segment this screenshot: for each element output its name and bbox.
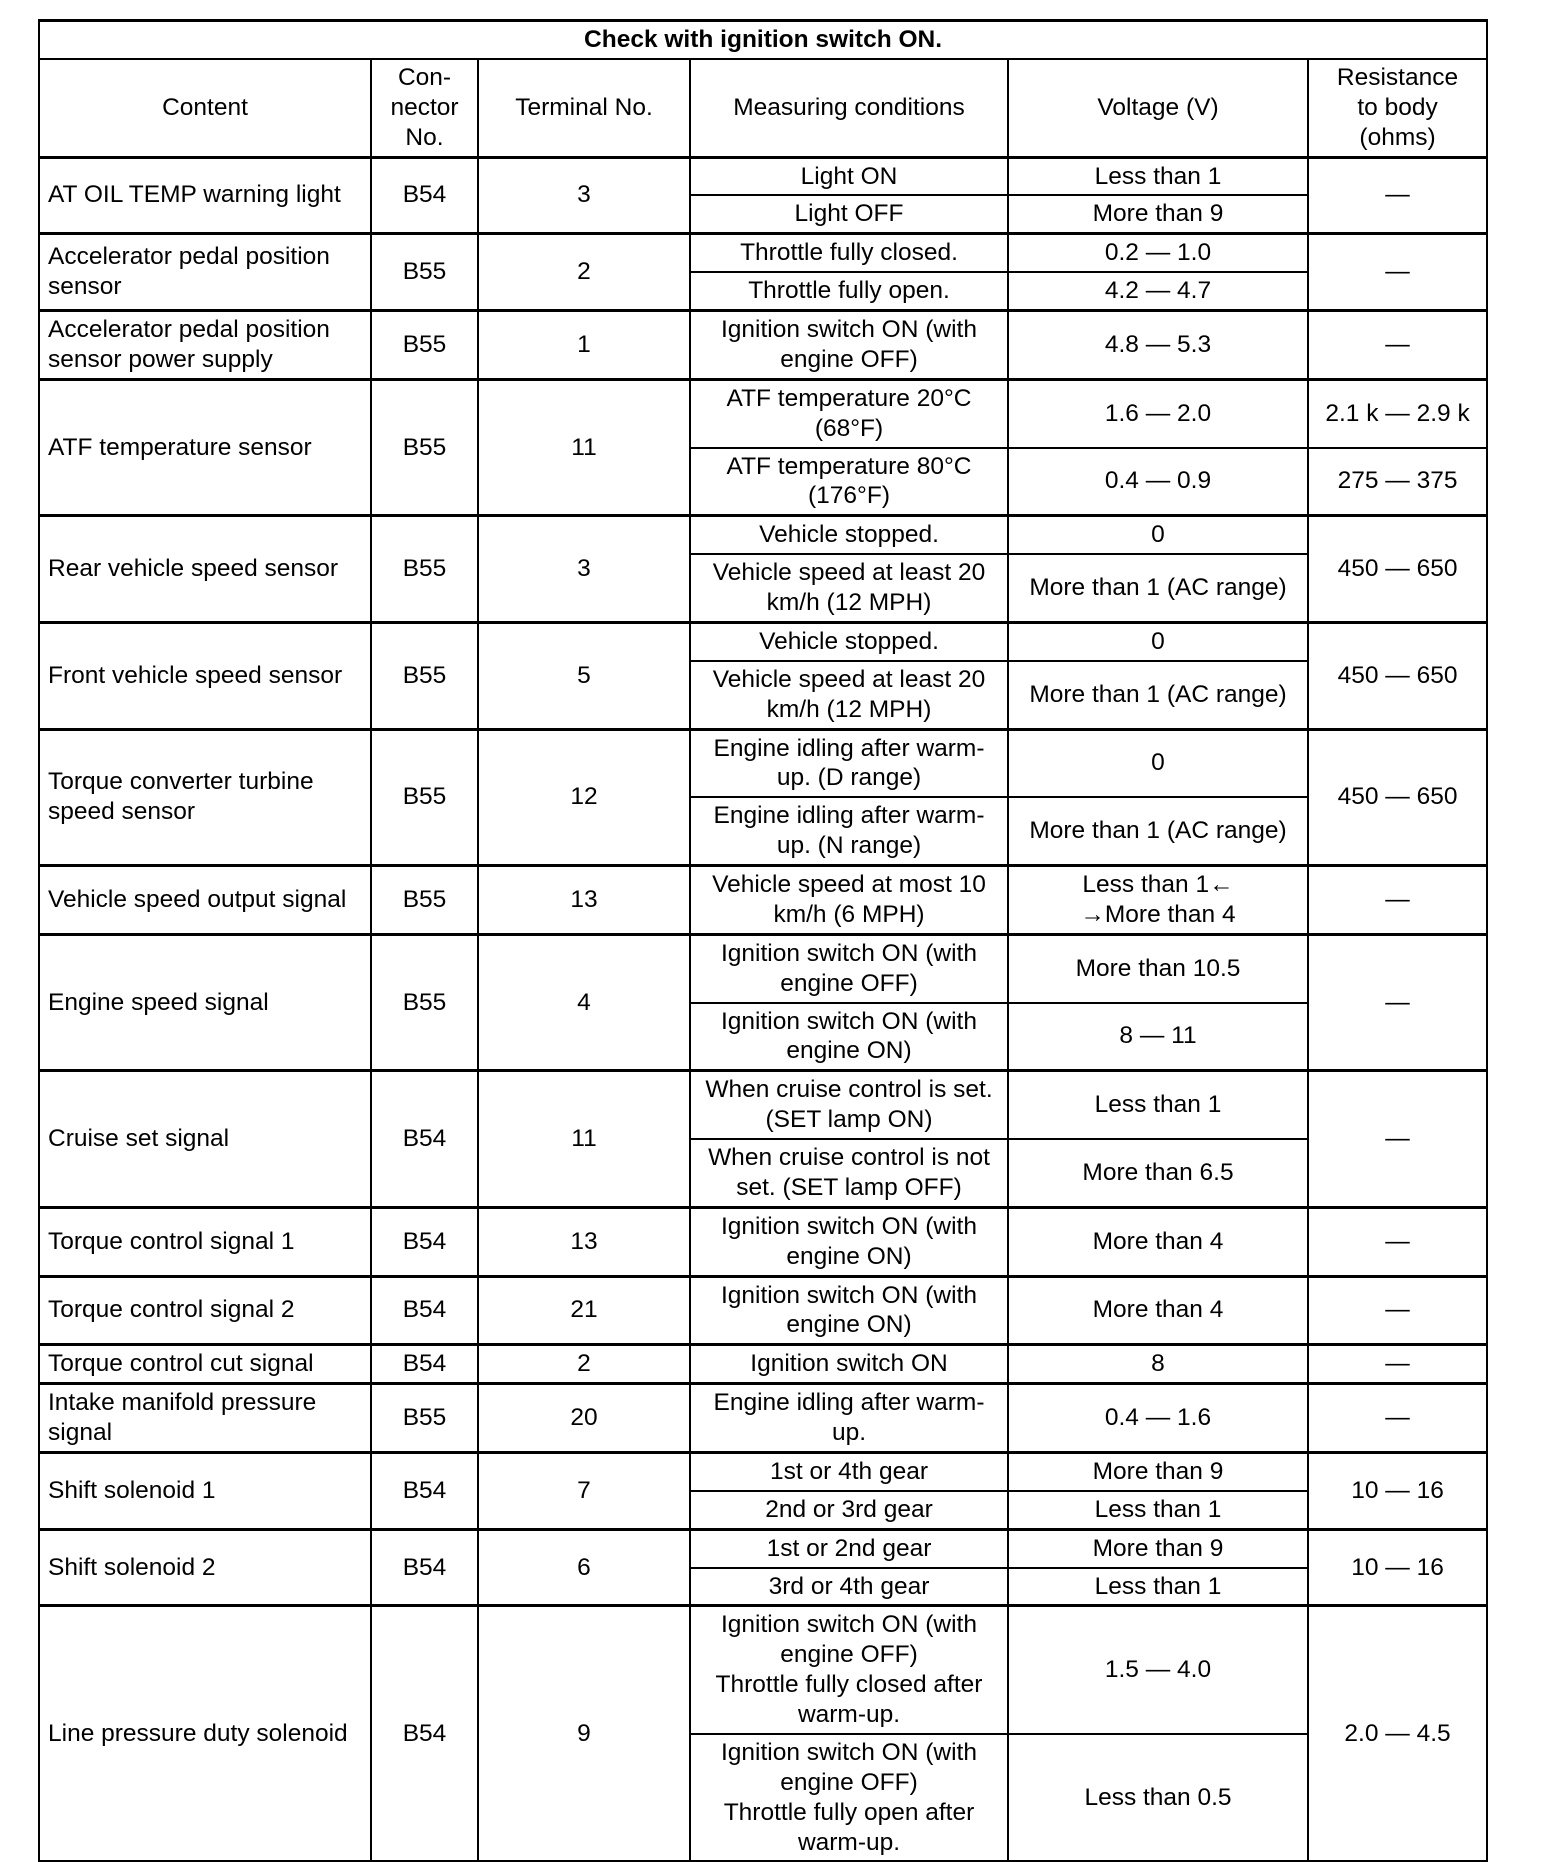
connector-cell-text: B55 [402,433,447,461]
connector-cell-text: B54 [402,1350,447,1378]
connector-cell [371,866,478,935]
content-cell-text: Torque control cut signal [48,1350,314,1378]
condition-cell [690,311,1008,380]
terminal-cell [478,1345,690,1384]
connector-cell-text: B54 [402,1227,447,1255]
resistance-cell-text: — [1385,885,1410,913]
content-cell-text: Intake manifold pressure signal [48,1389,317,1446]
voltage-cell-text: 0.4 — 1.6 [1104,1404,1212,1432]
content-cell [39,311,371,380]
condition-cell-text: Ignition switch ON (with engine OFF) [721,316,977,373]
content-cell [39,379,371,516]
condition-cell-text: Ignition switch ON (with engine ON) [721,1007,977,1065]
terminal-cell [478,234,690,311]
condition-cell-text: Vehicle stopped. [759,627,939,655]
connector-cell [371,1452,478,1529]
table-row [39,729,1487,797]
terminal-cell-text: 3 [577,181,591,209]
resistance-cell-text: — [1385,181,1410,209]
table-row [39,1207,1487,1276]
resistance-cell-text: 10 — 16 [1351,1553,1444,1581]
table-row [39,1529,1487,1567]
resistance-cell [1308,1207,1487,1276]
condition-cell-text: 2nd or 3rd gear [765,1495,933,1523]
voltage-cell-text: 0.2 — 1.0 [1104,239,1212,267]
voltage-cell [1008,1606,1308,1734]
resistance-cell-text: 10 — 16 [1351,1476,1444,1504]
resistance-cell [1308,516,1487,623]
header-voltage-label: Voltage (V) [1097,93,1219,121]
voltage-cell-text: Less than 1 [1094,1572,1222,1600]
condition-cell [690,1003,1008,1071]
resistance-cell [1308,1071,1487,1208]
connector-cell [371,516,478,623]
condition-cell [690,934,1008,1002]
connector-cell-text: B55 [402,1404,447,1432]
content-cell [39,934,371,1071]
resistance-cell [1308,1452,1487,1529]
table-row [39,379,1487,447]
voltage-cell [1008,661,1308,729]
header-content-label: Content [162,93,248,121]
voltage-cell [1008,1276,1308,1345]
resistance-cell [1308,622,1487,729]
condition-cell [690,516,1008,554]
resistance-cell-text: — [1385,330,1410,358]
condition-cell [690,1345,1008,1384]
terminal-cell-text: 13 [570,1227,598,1255]
table-row [39,622,1487,660]
condition-cell [690,866,1008,935]
voltage-cell [1008,272,1308,310]
connector-cell [371,934,478,1071]
voltage-cell [1008,1491,1308,1529]
condition-cell-text: Vehicle speed at least 20 km/h (12 MPH) [712,665,986,723]
resistance-cell-text: 450 — 650 [1337,661,1458,689]
voltage-cell-text: More than 9 [1092,200,1224,228]
terminal-cell [478,516,690,623]
connector-cell-text: B54 [402,1476,447,1504]
condition-cell-text: Vehicle speed at most 10 km/h (6 MPH) [712,871,986,928]
voltage-cell-text: More than 4 [1092,1296,1224,1324]
resistance-cell [1308,1529,1487,1606]
condition-cell [690,1606,1008,1734]
content-cell [39,1529,371,1606]
voltage-cell-text: Less than 0.5 [1084,1783,1232,1811]
header-conditions [690,59,1008,157]
condition-cell [690,1071,1008,1139]
content-cell-text: Accelerator pedal position sensor power supply [48,316,330,373]
content-cell [39,234,371,311]
terminal-cell-text: 3 [577,555,591,583]
connector-cell-text: B54 [402,1296,447,1324]
header-terminal [478,59,690,157]
condition-cell [690,661,1008,729]
terminal-cell [478,622,690,729]
content-cell [39,157,371,234]
connector-cell-text: B55 [402,783,447,811]
table-row [39,311,1487,380]
condition-cell-text: Light ON [800,162,898,190]
condition-cell [690,797,1008,865]
table-row [39,934,1487,1002]
terminal-cell [478,1276,690,1345]
condition-cell [690,379,1008,447]
connector-cell [371,234,478,311]
content-cell [39,516,371,623]
header-resistance [1308,59,1487,157]
condition-cell [690,1452,1008,1490]
voltage-cell-text: 8 [1151,1350,1165,1378]
voltage-cell [1008,1384,1308,1453]
voltage-cell [1008,1207,1308,1276]
condition-cell-text: When cruise control is set. (SET lamp ON) [705,1076,993,1134]
connector-cell-text: B54 [402,1553,447,1581]
voltage-cell [1008,311,1308,380]
content-cell [39,729,371,866]
voltage-cell-text: 4.8 — 5.3 [1104,330,1212,358]
voltage-cell-text: Less than 1 [1094,1495,1222,1523]
voltage-cell-text: Less than 1 [1094,1091,1222,1119]
voltage-cell-text: More than 9 [1092,1457,1224,1485]
connector-cell [371,622,478,729]
voltage-cell [1008,379,1308,447]
terminal-cell [478,1071,690,1208]
content-cell [39,1606,371,1862]
voltage-cell-text: 1.5 — 4.0 [1104,1656,1212,1684]
terminal-cell-text: 11 [571,1125,597,1153]
content-cell-text: Engine speed signal [48,988,269,1016]
terminal-cell [478,1207,690,1276]
condition-cell [690,272,1008,310]
table-row [39,1345,1487,1384]
voltage-cell [1008,1345,1308,1384]
connector-cell-text: B55 [402,885,447,913]
resistance-cell-text: 450 — 650 [1337,783,1458,811]
voltage-cell-text: 0 [1151,521,1165,549]
condition-cell-text: Ignition switch ON [750,1350,948,1378]
connector-cell [371,1529,478,1606]
voltage-cell-text: 1.6 — 2.0 [1104,399,1212,427]
resistance-cell [1308,157,1487,234]
condition-cell-text: ATF temperature 80°C (176°F) [726,452,972,510]
header-connector [371,59,478,157]
terminal-cell [478,934,690,1071]
condition-cell-text: 1st or 4th gear [770,1457,928,1485]
content-cell [39,1276,371,1345]
resistance-cell [1308,934,1487,1071]
content-cell-text: Rear vehicle speed sensor [48,555,339,583]
terminal-cell-text: 4 [577,988,591,1016]
resistance-cell [1308,1345,1487,1384]
condition-cell-text: Ignition switch ON (with engine ON) [721,1212,977,1270]
connector-cell [371,1384,478,1453]
content-cell-text: Accelerator pedal position sensor [48,243,330,301]
terminal-cell-text: 12 [570,783,598,811]
terminal-cell [478,866,690,935]
condition-cell-text: Light OFF [794,200,904,228]
resistance-cell-text: — [1385,1227,1410,1255]
voltage-cell-text: More than 1 (AC range) [1029,574,1287,602]
voltage-cell-text: 4.2 — 4.7 [1104,277,1212,305]
resistance-cell-text: — [1385,988,1410,1016]
connector-cell [371,729,478,866]
table-title: Check with ignition switch ON. [39,21,1487,59]
voltage-cell [1008,448,1308,516]
content-cell [39,1345,371,1384]
content-cell-text: Torque converter turbine speed sensor [48,768,314,826]
table-row [39,1384,1487,1453]
terminal-cell [478,1606,690,1862]
content-cell-text: AT OIL TEMP warning light [48,181,341,209]
voltage-cell [1008,195,1308,233]
resistance-cell [1308,1384,1487,1453]
condition-cell [690,554,1008,622]
terminal-cell-text: 2 [577,258,591,286]
voltage-cell [1008,934,1308,1002]
header-connector-label: Con- nector No. [390,63,459,151]
voltage-cell [1008,1529,1308,1567]
content-cell-text: Front vehicle speed sensor [48,661,343,689]
content-cell-text: ATF temperature sensor [48,433,312,461]
content-cell [39,866,371,935]
resistance-cell-text: — [1385,1404,1410,1432]
resistance-cell-text: 275 — 375 [1337,467,1458,495]
condition-cell-text: 3rd or 4th gear [768,1572,930,1600]
resistance-cell [1308,1606,1487,1862]
header-terminal-label: Terminal No. [515,93,653,121]
content-cell-text: Shift solenoid 2 [48,1553,216,1581]
resistance-cell-text: — [1385,1350,1410,1378]
voltage-cell [1008,1071,1308,1139]
terminal-cell-text: 11 [571,433,597,461]
table-row [39,1071,1487,1139]
terminal-cell-text: 13 [570,885,598,913]
connector-cell [371,379,478,516]
connector-cell [371,1276,478,1345]
content-cell [39,1071,371,1208]
condition-cell [690,1384,1008,1453]
content-cell [39,1452,371,1529]
terminal-cell [478,311,690,380]
condition-cell-text: Throttle fully open. [748,277,950,305]
connector-cell-text: B54 [402,1125,447,1153]
condition-cell [690,157,1008,195]
resistance-cell [1308,1276,1487,1345]
terminal-cell-text: 6 [577,1553,591,1581]
condition-cell [690,1207,1008,1276]
voltage-cell [1008,866,1308,935]
connector-cell [371,1345,478,1384]
voltage-cell-text: Less than 1 [1094,162,1222,190]
table-body [39,157,1487,1861]
condition-cell-text: ATF temperature 20°C (68°F) [726,384,972,442]
terminal-cell-text: 1 [577,330,591,358]
connector-cell-text: B55 [402,661,447,689]
terminal-cell-text: 20 [570,1404,598,1432]
resistance-cell-text: — [1385,1125,1410,1153]
connector-cell [371,1207,478,1276]
voltage-cell-text: More than 1 (AC range) [1029,680,1287,708]
condition-cell-text: Ignition switch ON (with engine OFF) [721,939,977,997]
resistance-cell-text: 2.0 — 4.5 [1344,1719,1451,1747]
voltage-cell-text: More than 1 (AC range) [1029,817,1287,845]
condition-cell [690,195,1008,233]
table-row [39,866,1487,935]
condition-cell [690,448,1008,516]
table-row [39,1606,1487,1734]
table-row [39,516,1487,554]
voltage-cell-text: 0.4 — 0.9 [1104,467,1212,495]
voltage-cell-text: 0 [1151,749,1165,777]
resistance-cell-text: 450 — 650 [1337,555,1458,583]
content-cell [39,1207,371,1276]
terminal-cell-text: 5 [577,661,591,689]
content-cell [39,622,371,729]
connector-cell-text: B55 [402,555,447,583]
terminal-cell [478,1452,690,1529]
voltage-cell [1008,797,1308,865]
connector-cell-text: B55 [402,258,447,286]
voltage-cell-text: More than 4 [1092,1227,1224,1255]
resistance-cell-text: 2.1 k — 2.9 k [1325,399,1470,427]
voltage-cell [1008,1452,1308,1490]
condition-cell-text: Engine idling after warm- up. (N range) [713,802,985,860]
voltage-cell-text: Less than 1← →More than 4 [1080,871,1236,928]
header-voltage [1008,59,1308,157]
condition-cell [690,1139,1008,1207]
header-resistance-label: Resistance to body (ohms) [1336,63,1459,151]
table-row [39,157,1487,195]
condition-cell [690,234,1008,272]
voltage-cell [1008,157,1308,195]
voltage-cell-text: More than 9 [1092,1534,1224,1562]
table-row [39,1276,1487,1345]
condition-cell [690,729,1008,797]
connector-cell-text: B54 [402,1719,447,1747]
resistance-cell-text: — [1385,258,1410,286]
voltage-cell-text: 8 — 11 [1119,1022,1197,1050]
terminal-cell [478,1529,690,1606]
condition-cell-text: Ignition switch ON (with engine ON) [721,1281,977,1339]
resistance-cell [1308,729,1487,866]
content-cell-text: Cruise set signal [48,1125,230,1153]
resistance-cell-text: — [1385,1296,1410,1324]
table-row [39,1452,1487,1490]
resistance-cell [1308,448,1487,516]
content-cell-text: Line pressure duty solenoid [48,1719,348,1747]
voltage-cell [1008,1568,1308,1606]
resistance-cell [1308,234,1487,311]
connector-cell [371,157,478,234]
condition-cell-text: Throttle fully closed. [740,239,958,267]
condition-cell [690,1529,1008,1567]
header-conditions-label: Measuring conditions [733,93,965,121]
resistance-cell [1308,379,1487,447]
voltage-cell [1008,729,1308,797]
voltage-cell [1008,1139,1308,1207]
condition-cell-text: When cruise control is not set. (SET lamp OFF) [708,1144,990,1201]
connector-cell [371,1606,478,1862]
condition-cell-text: Ignition switch ON (with engine OFF) Throttle fully open after warm-up. [721,1738,977,1856]
terminal-cell-text: 2 [577,1350,591,1378]
condition-cell-text: Vehicle stopped. [759,521,939,549]
header-content [39,59,371,157]
connector-cell [371,1071,478,1208]
connector-cell-text: B55 [402,330,447,358]
connector-cell [371,311,478,380]
voltage-cell [1008,1003,1308,1071]
terminal-cell [478,379,690,516]
condition-cell [690,1568,1008,1606]
connector-cell-text: B55 [402,988,447,1016]
connector-cell-text: B54 [402,181,447,209]
header-row [39,59,1487,157]
voltage-cell [1008,622,1308,660]
terminal-cell [478,1384,690,1453]
resistance-cell [1308,866,1487,935]
terminal-cell-text: 21 [570,1296,598,1324]
condition-cell-text: Ignition switch ON (with engine OFF) Throttle fully closed after warm-up. [715,1611,983,1728]
condition-cell-text: Engine idling after warm- up. [713,1389,985,1446]
condition-cell [690,1276,1008,1345]
voltage-cell [1008,554,1308,622]
content-cell-text: Vehicle speed output signal [48,885,347,913]
condition-cell-text: 1st or 2nd gear [766,1534,932,1562]
voltage-cell [1008,1734,1308,1862]
content-cell [39,1384,371,1453]
voltage-cell [1008,234,1308,272]
terminal-cell [478,729,690,866]
terminal-cell-text: 9 [577,1719,591,1747]
condition-cell [690,622,1008,660]
inspection-table [38,19,1488,1862]
content-cell-text: Shift solenoid 1 [48,1476,216,1504]
voltage-cell [1008,516,1308,554]
voltage-cell-text: More than 10.5 [1075,954,1241,982]
voltage-cell-text: More than 6.5 [1082,1158,1234,1186]
terminal-cell-text: 7 [577,1476,591,1504]
resistance-cell [1308,311,1487,380]
terminal-cell [478,157,690,234]
content-cell-text: Torque control signal 2 [48,1296,295,1324]
table-row [39,234,1487,272]
voltage-cell-text: 0 [1151,627,1165,655]
condition-cell-text: Vehicle speed at least 20 km/h (12 MPH) [712,559,986,616]
condition-cell [690,1734,1008,1862]
content-cell-text: Torque control signal 1 [48,1227,295,1255]
condition-cell-text: Engine idling after warm- up. (D range) [713,734,985,792]
condition-cell [690,1491,1008,1529]
